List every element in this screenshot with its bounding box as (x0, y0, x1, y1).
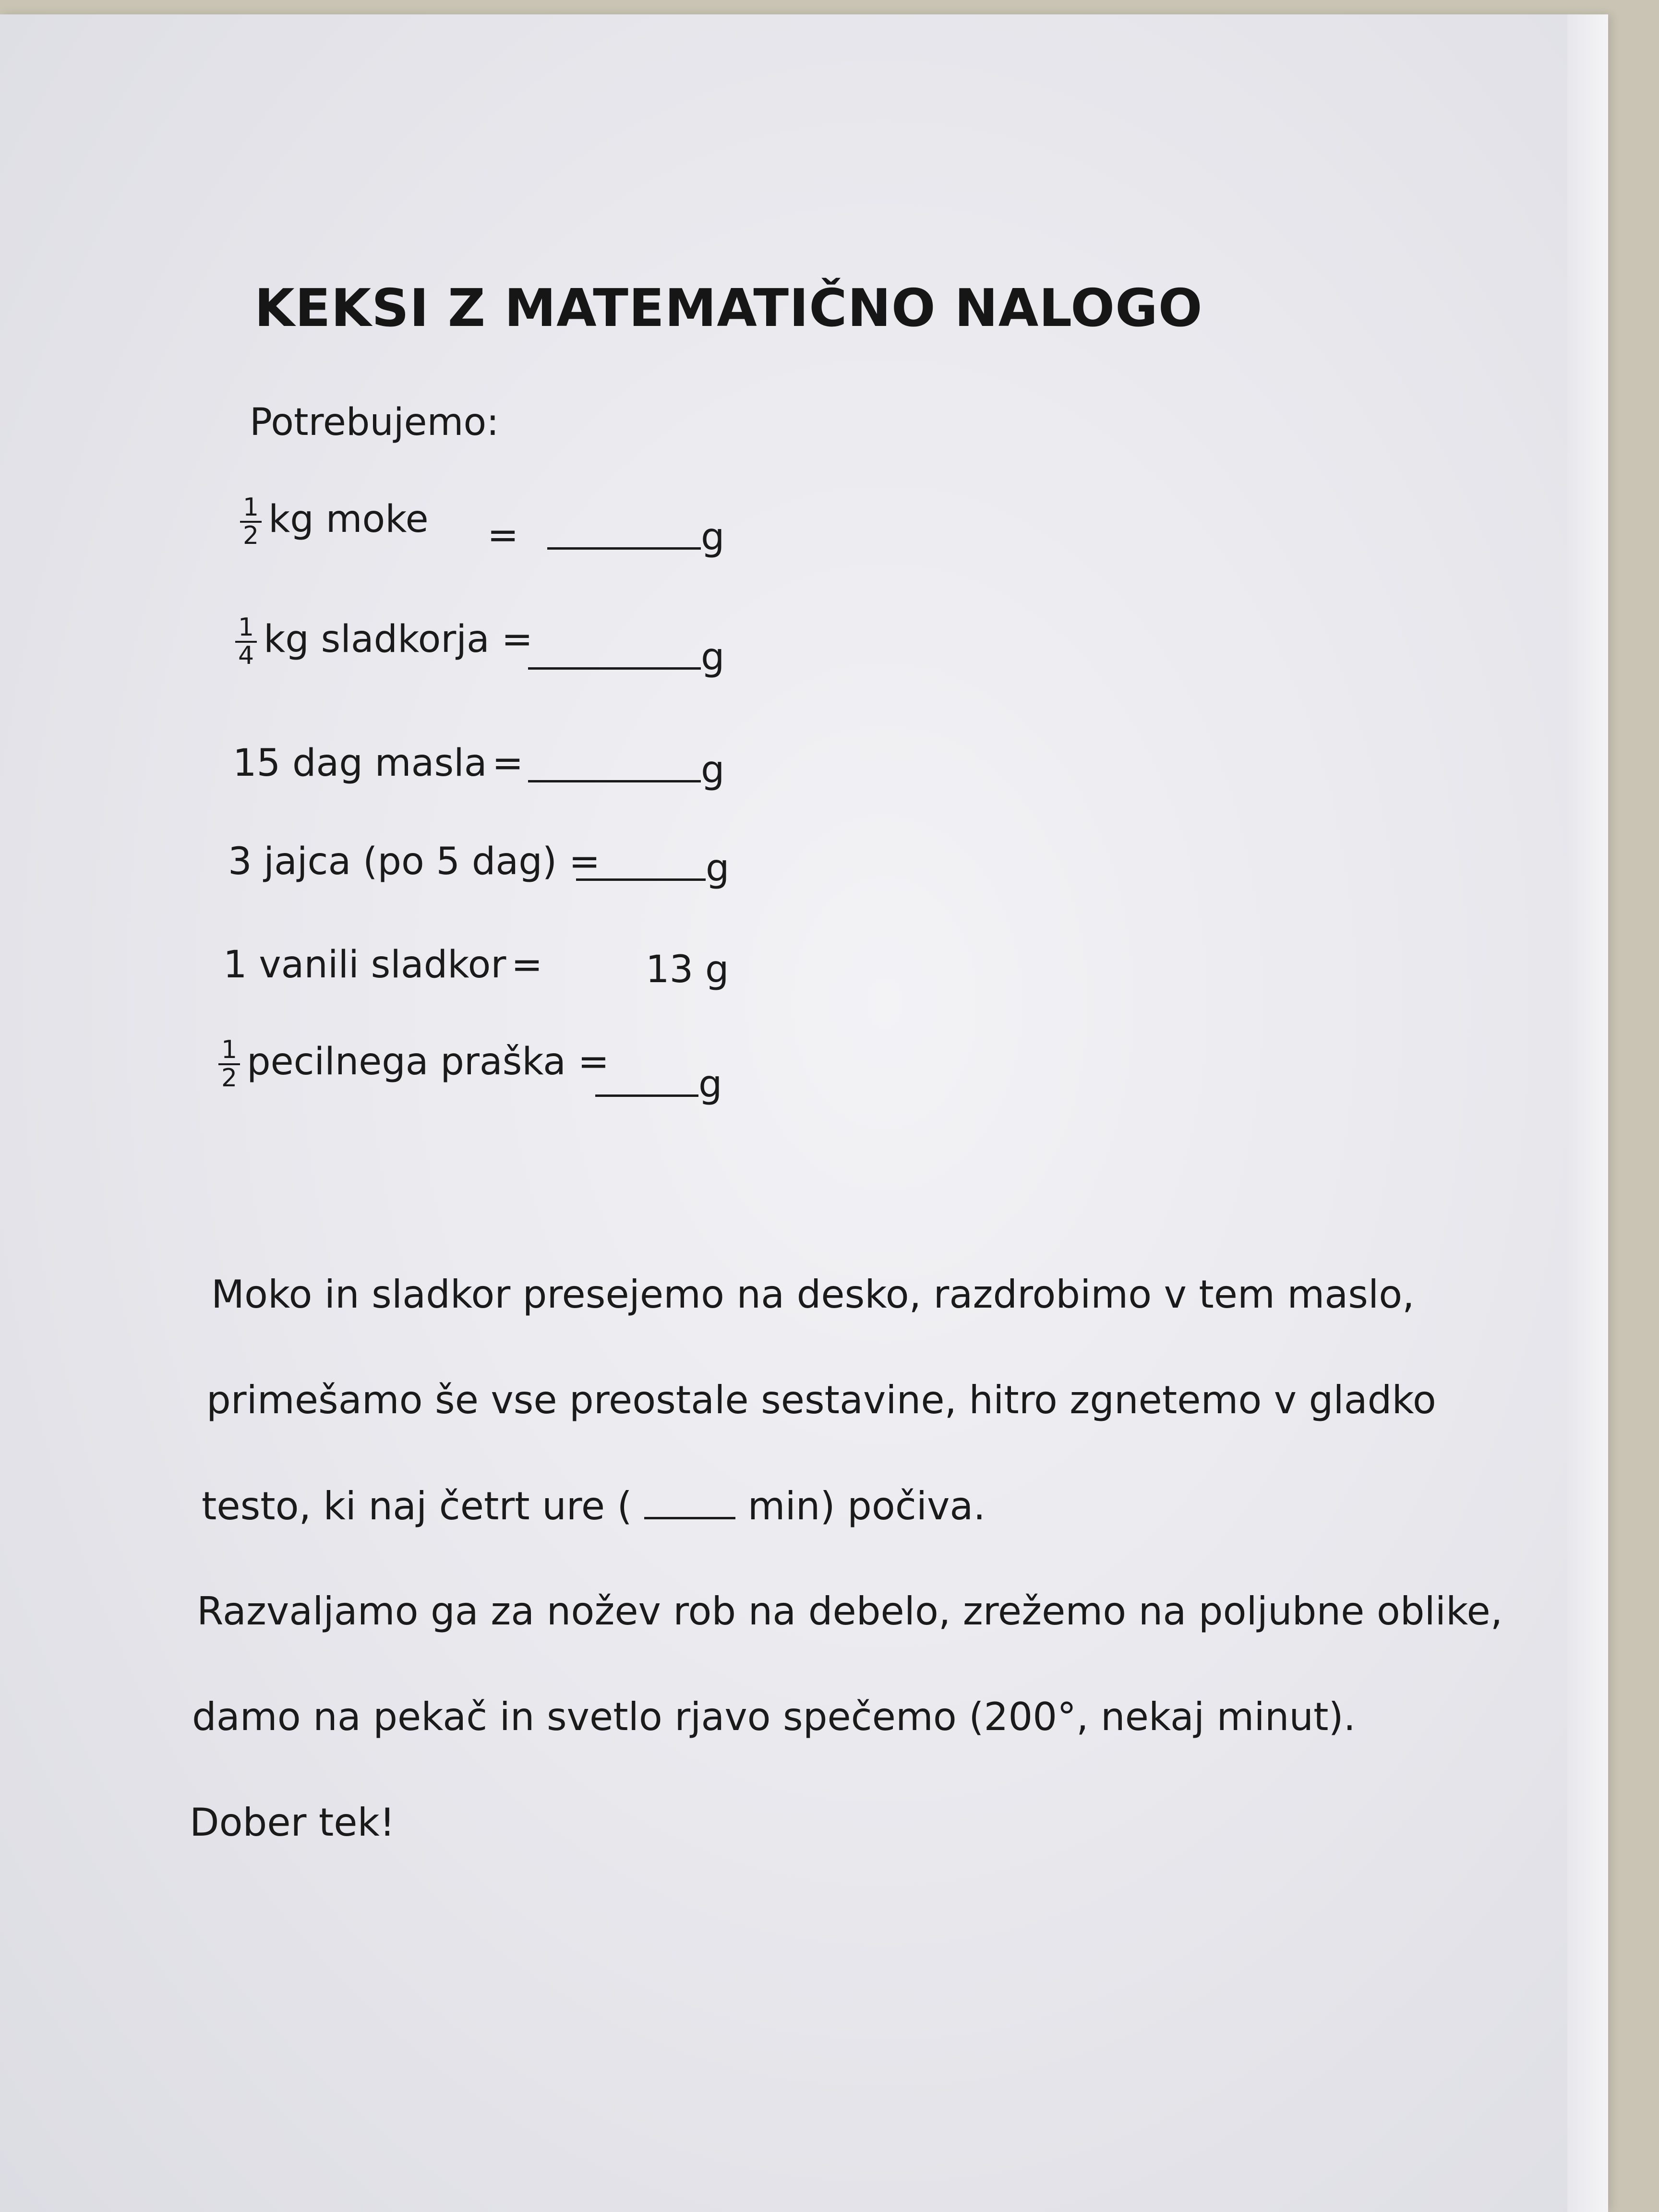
paper-edge (1567, 14, 1608, 2212)
equals-sign: = (487, 514, 519, 557)
page-title: KEKSI Z MATEMATIČNO NALOGO (254, 278, 1203, 338)
answer-blank-baking-powder[interactable]: g (595, 1061, 722, 1106)
ingredient-label: kg moke (268, 498, 429, 541)
ingredient-label: pecilnega praška = (247, 1040, 610, 1084)
closing-line: Dober tek! (190, 1800, 395, 1845)
answer-blank-butter[interactable]: g (528, 746, 725, 792)
answer-blank-flour[interactable]: g (547, 514, 725, 559)
ingredient-label: kg sladkorja = (264, 618, 533, 661)
answer-blank-minutes[interactable] (644, 1483, 735, 1519)
answer-blank-eggs[interactable]: g (576, 845, 730, 890)
ingredient-baking-powder (218, 1037, 609, 1091)
vanilla-amount: 13 g (646, 948, 729, 991)
paper-sheet (0, 14, 1608, 2212)
instruction-line-5: damo na pekač in svetlo rjavo spečemo (200°, nekaj minut). (192, 1695, 1356, 1739)
equals-sign: = (492, 742, 524, 785)
fraction: $\frac{1}{2}$ (240, 494, 262, 549)
instruction-line-4: Razvaljamo ga za nožev rob na debelo, zrežemo na poljubne oblike, (197, 1589, 1503, 1634)
fraction: $\frac{1}{4}$ (235, 614, 257, 669)
ingredient-eggs: 3 jajca (po 5 dag) = (228, 840, 601, 883)
ingredient-vanilla-sugar: 1 vanili sladkor (223, 943, 506, 986)
ingredient-flour (240, 494, 429, 549)
equals-sign: = (511, 943, 543, 986)
ingredient-sugar (235, 614, 533, 669)
answer-blank-sugar[interactable]: g (528, 634, 725, 679)
instruction-line-2: primešamo še vse preostale sestavine, hitro zgnetemo v gladko (206, 1378, 1436, 1422)
ingredients-heading: Potrebujemo: (250, 401, 499, 444)
ingredient-butter: 15 dag masla (233, 742, 487, 785)
instruction-line-1: Moko in sladkor presejemo na desko, razdrobimo v tem maslo, (211, 1272, 1415, 1317)
fraction: $\frac{1}{2}$ (218, 1037, 240, 1091)
instruction-line-3: testo, ki naj četrt ure ( min) počiva. (202, 1484, 986, 1528)
